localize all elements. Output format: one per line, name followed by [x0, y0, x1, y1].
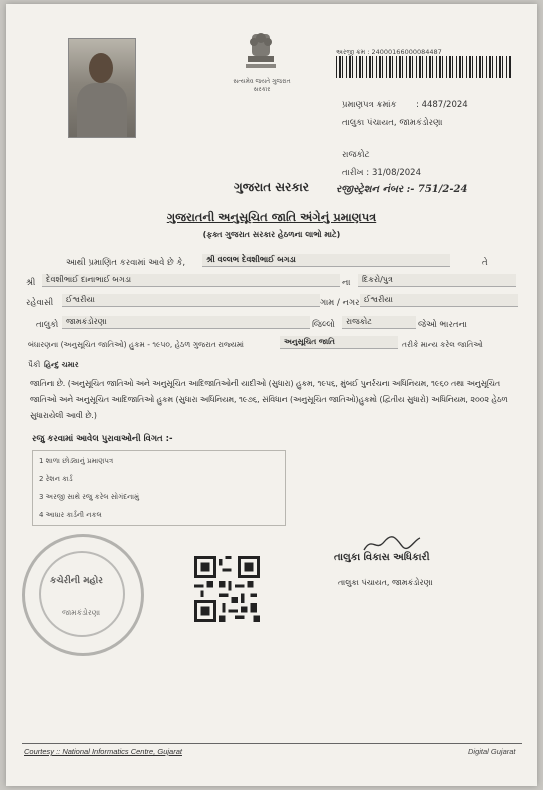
date-label: તારીખ : — [342, 168, 370, 178]
stamp-line2: જામકંડોરણા — [62, 608, 101, 617]
applicant-photo — [68, 38, 136, 138]
government-title: ગુજરાત સરકાર — [234, 180, 309, 194]
na-label: ના — [342, 278, 351, 288]
footer-divider — [22, 743, 522, 744]
village-value: ઈશ્વરીયા — [360, 294, 518, 307]
certificate-sheet — [6, 4, 537, 786]
signatory-office: તાલુકા પંચાયત, જામકંડોરણા — [338, 578, 433, 587]
constitution-text: બંધારણના (અનુસૂચિત જાતિઓ) હુકમ - ૧૯૫૦, હેઠળ ગુજરાત રાજ્યમાં — [28, 340, 244, 349]
caste-prefix: પૈકી — [28, 360, 41, 369]
signatory-title: તાલુકા વિકાસ અધિકારી — [334, 552, 430, 563]
cert-no-value: : 4487/2024 — [416, 100, 468, 110]
village-label: ગામ / નગર — [320, 298, 360, 308]
qr-code-icon — [194, 556, 260, 622]
signature-mark — [362, 534, 422, 554]
emblem-caption: સત્યમેવ જયતે ગુજરાત સરકાર — [233, 78, 291, 93]
list-item: 4 આધાર કાર્ડની નકલ — [39, 511, 102, 519]
office-stamp — [22, 534, 144, 656]
barcode — [336, 56, 512, 78]
resident-label: રહેવાસી — [26, 298, 54, 308]
registration-number: રજીસ્ટ્રેશન નંબર :- 751/2-24 — [336, 184, 468, 195]
documents-list — [32, 450, 286, 526]
date-value: 31/08/2024 — [372, 168, 421, 178]
list-item: 1 શાળા છોડ્યાનું પ્રમાણપત્ર — [39, 457, 114, 465]
documents-heading: રજુ કરવામાં આવેલ પુરાવાઓની વિગત :- — [32, 434, 173, 444]
which-india: જેઓ ભારતના — [418, 320, 467, 330]
father-name: દેવશીભાઈ દાનાભાઈ બગડા — [42, 274, 340, 287]
certificate-heading: ગુજરાતની અનુસૂચિત જાતિ અંગેનું પ્રમાણપત્ર — [166, 210, 377, 224]
application-number: અરજી ક્રમ : 24000166000084487 — [336, 48, 442, 56]
recognized-text: તરીકે માન્ય કરેલ જાતિઓ — [402, 340, 483, 349]
footer-courtesy: Courtesy :: National Informatics Centre, Gujarat — [24, 747, 182, 756]
category-value: અનુસૂચિત જાતિ — [280, 336, 398, 349]
district-value: રાજકોટ — [342, 316, 416, 329]
taluka-value: જામકંડોરણા — [62, 316, 310, 329]
relation: દિકરો/પુત્ર — [358, 274, 516, 287]
legal-paragraph: જાતિના છે. (અનુસૂચિત જાતિઓ અને અનુસૂચિત આદિજાતિઓની યાદીઓ (સુધારા) હુકમ, ૧૯૫૬, મુંબઈ પુનર્રચના અધિનિયમ, ૧૯૬૦ તથા અનુસૂચિત જાતિઓ અને અનુસૂચિત આદિજાતિઓ હુકમ (સુધારા અધિનિયમ, ૧૯૭૬, સંવિધાન (અનુસૂચિત જાતિઓ)હુકમો (દ્વિતીય સુધારો) અધિનિયમ, ૨૦૦૨ હેઠળ સુધારાયેલી આવી છે.) — [30, 379, 508, 420]
list-item: 2 રેશન કાર્ડ — [39, 475, 73, 483]
district-label: જિલ્લો — [312, 320, 335, 330]
issue-place: રાજકોટ — [342, 150, 370, 160]
shri-label: શ્રી — [26, 278, 36, 288]
certificate-subheading: (ફક્ત ગુજરાત સરકાર હેઠળના લાભો માટે) — [202, 230, 341, 239]
list-item: 3 અરજી સાથે રજુ કરેલ સોગંદનામું — [39, 493, 140, 501]
issuing-office: તાલુકા પંચાયત, જામકંડોરણા — [342, 118, 443, 128]
stamp-line1: કચેરીની મહોર — [50, 576, 103, 586]
caste-value: હિન્દુ ચમાર — [44, 360, 79, 369]
cert-no-label: પ્રમાણપત્ર ક્રમાંક — [342, 100, 397, 110]
te-label: તે — [482, 258, 488, 268]
state-emblem-icon — [238, 28, 284, 74]
resident-value: ઈશ્વરીયા — [62, 294, 320, 307]
taluka-label: તાલુકો — [36, 320, 59, 330]
applicant-name: શ્રી વલ્લભ દેવશીભાઈ બગડા — [202, 254, 450, 267]
certify-label: આથી પ્રમાણિત કરવામાં આવે છે કે, — [66, 258, 186, 268]
footer-brand: Digital Gujarat — [468, 747, 516, 756]
